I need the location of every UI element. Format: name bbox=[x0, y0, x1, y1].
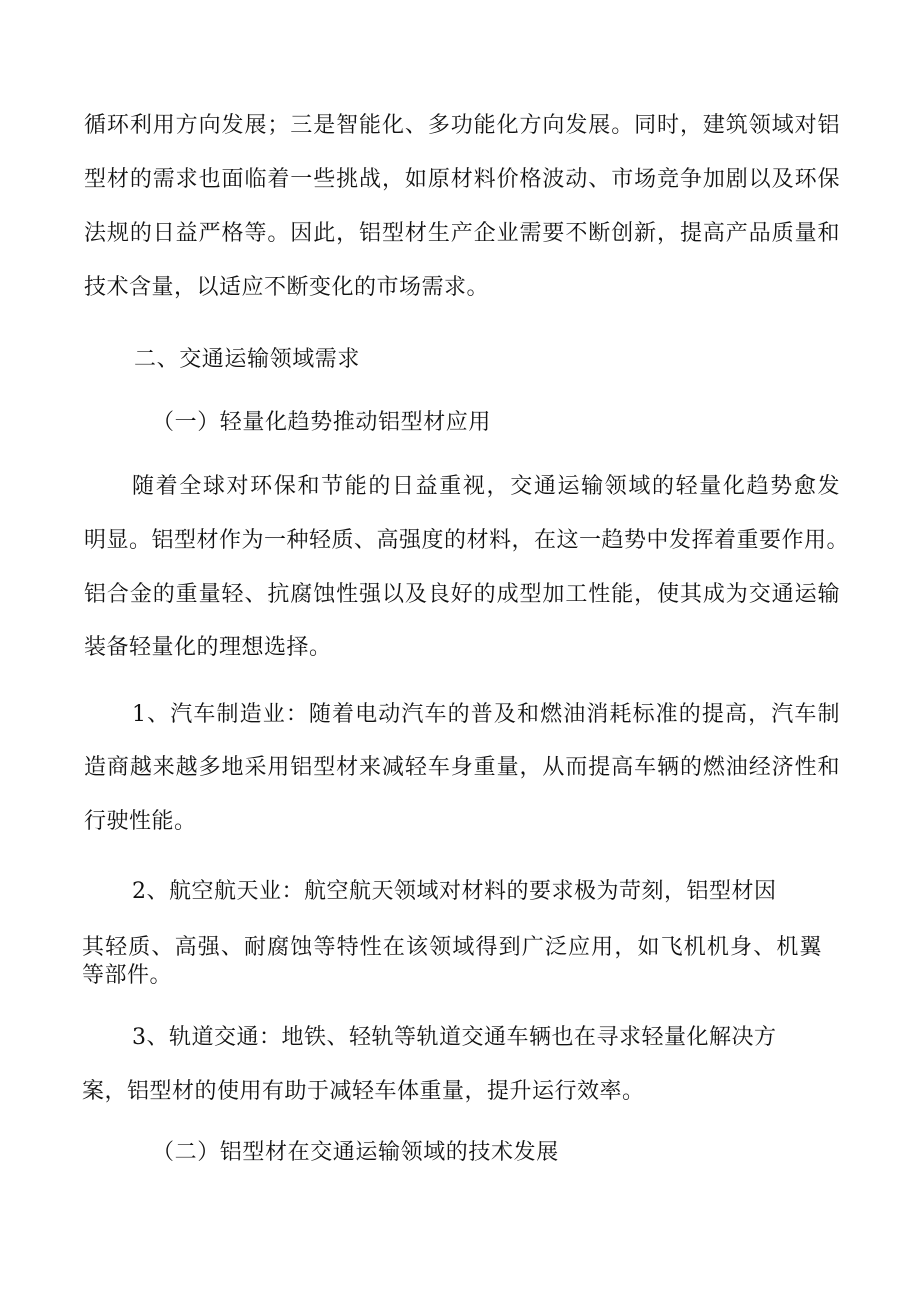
list-item-line: 其轻质、高强、耐腐蚀等特性在该领域得到广泛应用，如飞机机身、机翼 bbox=[82, 935, 822, 960]
subsection-heading-1: （一）轻量化趋势推动铝型材应用 bbox=[152, 410, 492, 435]
paragraph-line: 随着全球对环保和节能的日益重视，交通运输领域的轻量化趋势愈发 bbox=[132, 474, 840, 499]
paragraph-line: 铝合金的重量轻、抗腐蚀性强以及良好的成型加工性能，使其成为交通运输 bbox=[84, 582, 840, 607]
list-item-line: 等部件。 bbox=[82, 963, 173, 988]
paragraph-line: 循环利用方向发展；三是智能化、多功能化方向发展。同时，建筑领域对铝 bbox=[84, 113, 840, 138]
list-item-line: 造商越来越多地采用铝型材来减轻车身重量，从而提高车辆的燃油经济性和 bbox=[84, 755, 840, 780]
paragraph-line: 法规的日益严格等。因此，铝型材生产企业需要不断创新，提高产品质量和 bbox=[84, 221, 840, 246]
paragraph-line: 明显。铝型材作为一种轻质、高强度的材料，在这一趋势中发挥着重要作用。 bbox=[84, 528, 850, 553]
list-item-line: 2、航空航天业：航空航天领域对材料的要求极为苛刻，铝型材因 bbox=[132, 879, 777, 904]
list-item-line: 行驶性能。 bbox=[84, 809, 197, 834]
paragraph-line: 装备轻量化的理想选择。 bbox=[84, 635, 332, 660]
section-heading: 二、交通运输领域需求 bbox=[134, 347, 361, 372]
subsection-heading-2: （二）铝型材在交通运输领域的技术发展 bbox=[152, 1140, 559, 1165]
list-item-line: 3、轨道交通：地铁、轻轨等轨道交通车辆也在寻求轻量化解决方 bbox=[132, 1025, 777, 1050]
list-item-line: 1、汽车制造业：随着电动汽车的普及和燃油消耗标准的提高，汽车制 bbox=[132, 702, 840, 727]
paragraph-line: 技术含量，以适应不断变化的市场需求。 bbox=[84, 275, 490, 300]
list-item-line: 案，铝型材的使用有助于减轻车体重量，提升运行效率。 bbox=[82, 1079, 645, 1104]
paragraph-line: 型材的需求也面临着一些挑战，如原材料价格波动、市场竞争加剧以及环保 bbox=[84, 167, 840, 192]
